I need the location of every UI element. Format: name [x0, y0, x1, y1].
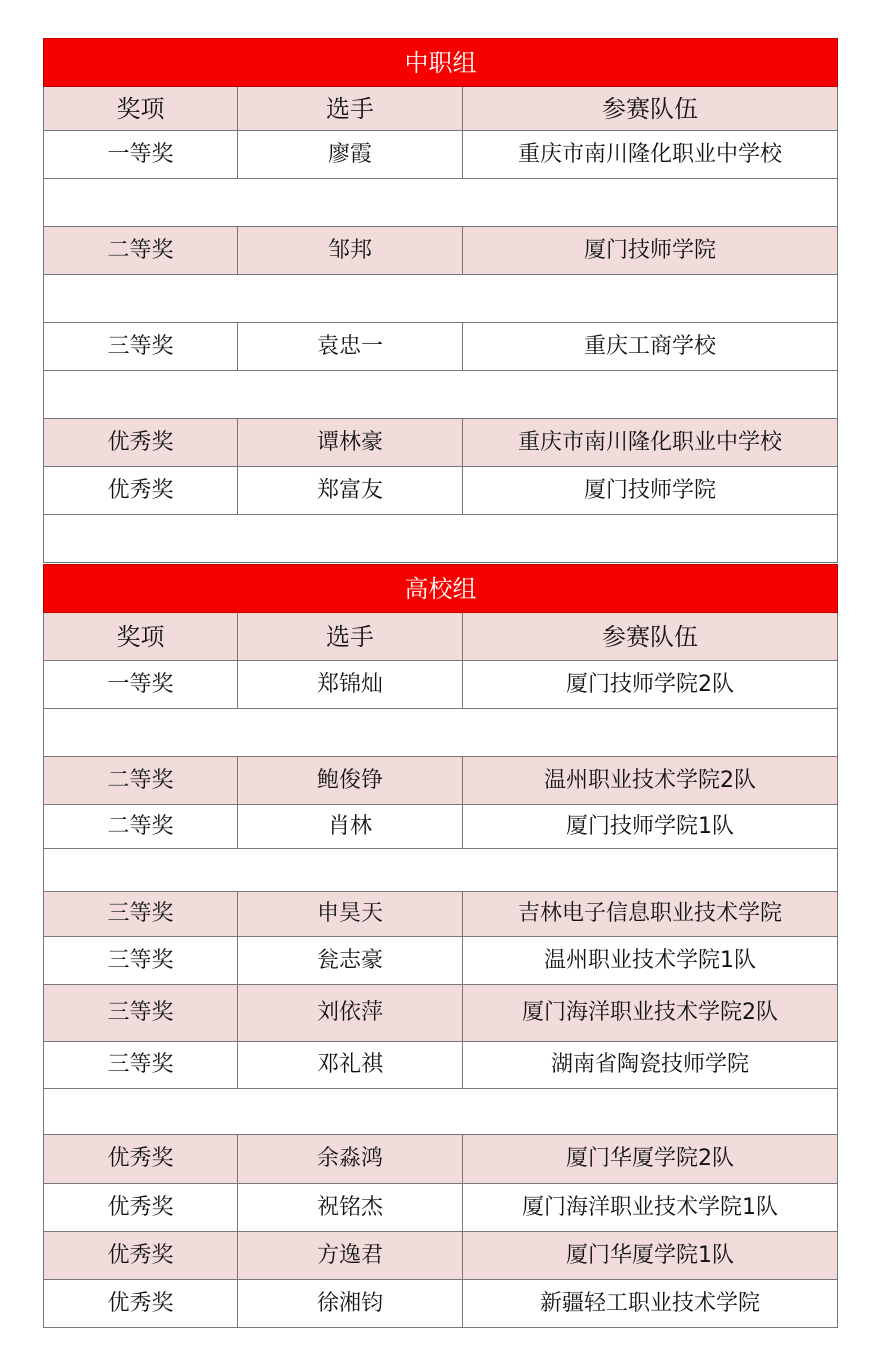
- player-cell: 谭林豪: [238, 419, 463, 467]
- player-cell: 申昊天: [238, 892, 463, 937]
- group-title: 高校组: [44, 565, 838, 613]
- award-cell: 一等奖: [44, 131, 238, 179]
- table-row: [44, 131, 838, 179]
- award-cell: 二等奖: [44, 757, 238, 805]
- table-row: [44, 1232, 838, 1280]
- table-row: [44, 227, 838, 275]
- award-cell: 一等奖: [44, 661, 238, 709]
- team-cell: 吉林电子信息职业技术学院: [463, 892, 838, 937]
- player-cell: 邹邦: [238, 227, 463, 275]
- team-cell: 厦门技师学院: [463, 227, 838, 275]
- award-cell: 优秀奖: [44, 1232, 238, 1280]
- table-row: [44, 323, 838, 371]
- player-cell: 郑锦灿: [238, 661, 463, 709]
- table-row: [44, 1184, 838, 1232]
- player-cell: 鲍俊铮: [238, 757, 463, 805]
- award-cell: 三等奖: [44, 892, 238, 937]
- award-cell: 优秀奖: [44, 1184, 238, 1232]
- award-cell: 三等奖: [44, 985, 238, 1042]
- table-row: [44, 757, 838, 805]
- spacer-row: [44, 515, 838, 563]
- team-cell: 厦门海洋职业技术学院1队: [463, 1184, 838, 1232]
- spacer-row: [44, 275, 838, 323]
- group-title: 中职组: [44, 39, 838, 87]
- player-cell: 肖林: [238, 805, 463, 849]
- team-cell: 温州职业技术学院1队: [463, 937, 838, 985]
- spacer-row: [44, 1089, 838, 1135]
- table-row: [44, 1280, 838, 1328]
- team-cell: 厦门技师学院1队: [463, 805, 838, 849]
- team-cell: 厦门技师学院2队: [463, 661, 838, 709]
- player-cell: 瓮志豪: [238, 937, 463, 985]
- team-cell: 厦门华厦学院2队: [463, 1135, 838, 1184]
- player-cell: 袁忠一: [238, 323, 463, 371]
- player-cell: 祝铭杰: [238, 1184, 463, 1232]
- player-cell: 郑富友: [238, 467, 463, 515]
- spacer-row: [44, 371, 838, 419]
- table-row: [44, 805, 838, 849]
- award-cell: 优秀奖: [44, 467, 238, 515]
- team-cell: 重庆工商学校: [463, 323, 838, 371]
- header-award: 奖项: [44, 87, 238, 131]
- table-row: [44, 1135, 838, 1184]
- player-cell: 方逸君: [238, 1232, 463, 1280]
- award-cell: 三等奖: [44, 937, 238, 985]
- team-cell: 厦门技师学院: [463, 467, 838, 515]
- table-row: [44, 1042, 838, 1089]
- award-cell: 二等奖: [44, 805, 238, 849]
- table-row: [44, 661, 838, 709]
- table-row: [44, 467, 838, 515]
- table-row: [44, 892, 838, 937]
- spacer-row: [44, 849, 838, 892]
- team-cell: 厦门海洋职业技术学院2队: [463, 985, 838, 1042]
- header-player: 选手: [238, 87, 463, 131]
- award-cell: 二等奖: [44, 227, 238, 275]
- team-cell: 新疆轻工职业技术学院: [463, 1280, 838, 1328]
- award-cell: 优秀奖: [44, 1135, 238, 1184]
- player-cell: 邓礼祺: [238, 1042, 463, 1089]
- team-cell: 重庆市南川隆化职业中学校: [463, 131, 838, 179]
- player-cell: 徐湘钧: [238, 1280, 463, 1328]
- table-row: [44, 985, 838, 1042]
- player-cell: 余淼鸿: [238, 1135, 463, 1184]
- team-cell: 湖南省陶瓷技师学院: [463, 1042, 838, 1089]
- team-cell: 温州职业技术学院2队: [463, 757, 838, 805]
- award-cell: 三等奖: [44, 323, 238, 371]
- header-team: 参赛队伍: [463, 613, 838, 661]
- results-table-college: [43, 564, 838, 1328]
- header-award: 奖项: [44, 613, 238, 661]
- player-cell: 廖霞: [238, 131, 463, 179]
- spacer-row: [44, 179, 838, 227]
- award-cell: 三等奖: [44, 1042, 238, 1089]
- award-cell: 优秀奖: [44, 419, 238, 467]
- spacer-row: [44, 709, 838, 757]
- player-cell: 刘依萍: [238, 985, 463, 1042]
- results-table-vocational: [43, 38, 838, 563]
- table-row: [44, 937, 838, 985]
- header-team: 参赛队伍: [463, 87, 838, 131]
- award-cell: 优秀奖: [44, 1280, 238, 1328]
- header-player: 选手: [238, 613, 463, 661]
- team-cell: 厦门华厦学院1队: [463, 1232, 838, 1280]
- table-row: [44, 419, 838, 467]
- team-cell: 重庆市南川隆化职业中学校: [463, 419, 838, 467]
